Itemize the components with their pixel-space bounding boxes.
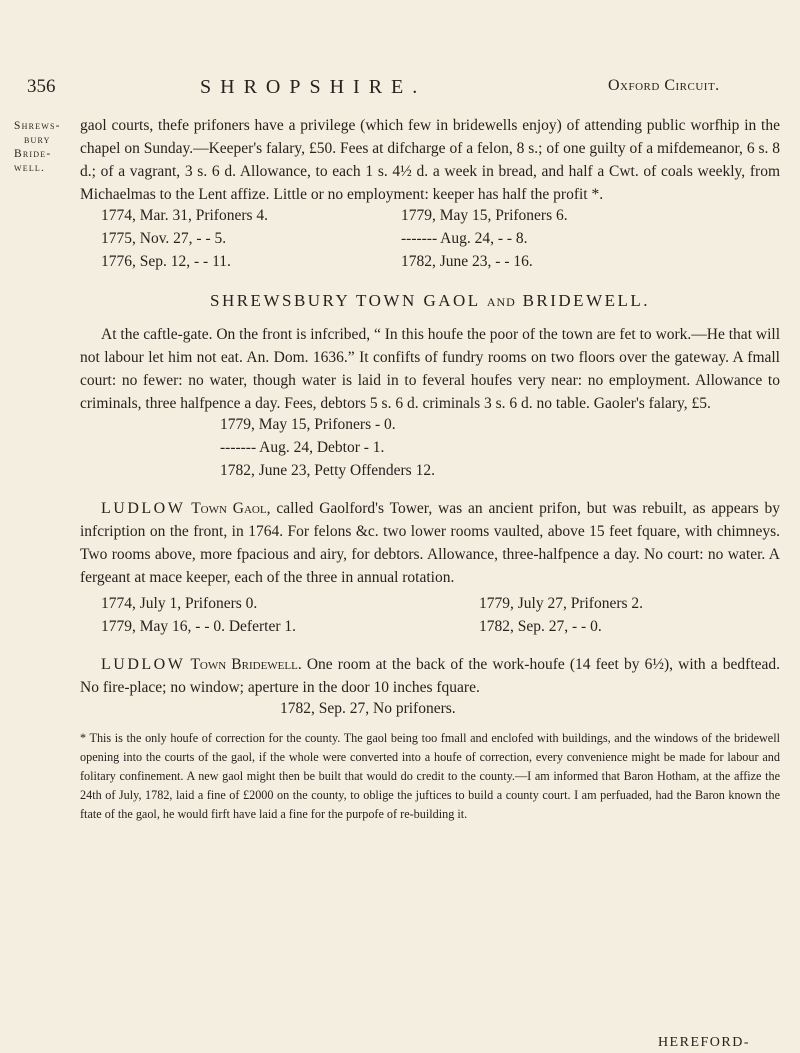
running-header: [0, 76, 800, 100]
paragraph-ludlow-town-gaol: [80, 497, 780, 589]
institution-name: Town Bridewell.: [190, 656, 302, 673]
stats-row: [101, 253, 780, 276]
prisoner-statistics-3: [101, 595, 780, 641]
paragraph-text: called Gaolford's Tower, was an ancient prifon, but was rebuilt, as appears by infcription on the front, in 1764. For felons &c. two lower rooms vaulted, above 15 feet fquare, with chimneys. Two rooms above, more fpacious and airy, for debtors. Allowance, three-halfpence a day. No court: no water. A fergeant at mace keeper, each of the three in annual rotation.: [80, 500, 781, 586]
stats-entry: 1775, Nov. 27, - - 5.: [101, 230, 227, 247]
main-text: [80, 114, 780, 824]
institution-name: Town Gaol,: [191, 500, 271, 517]
stats-row: [220, 416, 780, 439]
margin-line: Bride-: [14, 148, 52, 160]
circuit-title: Oxford Circuit.: [608, 77, 720, 94]
stats-row: [101, 618, 780, 641]
paragraph-text: One room at the back of the work-houfe (14 feet by 6½), with a bedftead. No fire-place; no window; aperture in the door 10 inches fquare.: [80, 656, 781, 696]
section-title-tail: BRIDEWELL.: [522, 291, 651, 310]
county-title: SHROPSHIRE.: [200, 76, 427, 98]
section-title-main: SHREWSBURY TOWN GAOL: [209, 291, 481, 310]
paragraph-ludlow-town-bridewell: [80, 653, 780, 699]
stats-entry: 1779, July 27, Prifoners 2.: [479, 595, 644, 612]
section-title-and: AND: [486, 295, 516, 309]
stats-entry: 1774, Mar. 31, Prifoners 4.: [101, 207, 269, 224]
stats-entry: 1776, Sep. 12, - - 11.: [101, 253, 231, 270]
stats-entry: 1779, May 15, Prifoners 6.: [401, 207, 568, 224]
stats-entry: 1779, May 15, Prifoners - 0.: [220, 416, 396, 433]
margin-line: Shrews-: [14, 120, 61, 132]
stats-entry: 1779, May 16, - - 0. Deferter 1.: [101, 618, 296, 635]
ludlow-heading: LUDLOW: [101, 656, 186, 673]
prisoner-statistics-4: [280, 700, 780, 723]
stats-entry: 1782, Sep. 27, No prifoners.: [280, 700, 456, 717]
section-title: [80, 291, 780, 311]
stats-row: [280, 700, 780, 723]
stats-entry: 1782, June 23, Petty Offenders 12.: [220, 462, 435, 479]
ludlow-heading: LUDLOW: [101, 500, 186, 517]
margin-line: bury: [24, 134, 51, 146]
stats-entry: 1782, Sep. 27, - - 0.: [479, 618, 602, 635]
catchword: HEREFORD-: [657, 1035, 750, 1050]
margin-note: [14, 119, 69, 175]
page-number: 356: [27, 76, 56, 97]
prisoner-statistics-2: [220, 416, 780, 485]
stats-entry: ------- Aug. 24, - - 8.: [401, 230, 528, 247]
prisoner-statistics-1: [101, 207, 780, 276]
stats-entry: 1782, June 23, - - 16.: [401, 253, 533, 270]
stats-row: [101, 595, 780, 618]
stats-entry: 1774, July 1, Prifoners 0.: [101, 595, 258, 612]
paragraph-bridewell-continued: gaol courts, thefe prifoners have a privilege (which few in bridewells enjoy) of attending public worfhip in the chapel on Sunday.—Keeper's falary, £50. Fees at difcharge of a felon, 8 s.; of one guilty of a mifdemeanor, 6 s. 8 d.; of a vagrant, 3 s. 6 d. Allowance, to each 1 s. 4½ d. a week in bread, and half a Cwt. of coals weekly, from Michaelmas to the Lent affize. Little or no employment: keeper has half the profit *.: [80, 117, 780, 203]
stats-entry: ------- Aug. 24, Debtor - 1.: [220, 439, 385, 456]
footnote: * This is the only houfe of correction for the county. The gaol being too fmall and enclofed with buildings, and the windows of the bridewell opening into the courts of the gaol, if the whole were converted into a houfe of correction, every convenience might be made for labour and folitary confinement. A new gaol might then be built that would do credit to the county.—I am informed that Baron Hotham, at the affize the 24th of July, 1782, laid a fine of £2000 on the county, to oblige the juftices to build a county court. I am perfuaded, had the Baron known the ftate of the gaol, he would firft have laid a fine for the purpofe of re-building it.: [80, 731, 780, 821]
stats-row: [101, 230, 780, 253]
stats-row: [101, 207, 780, 230]
stats-row: [220, 462, 780, 485]
paragraph-shrewsbury-town-gaol: At the caftle-gate. On the front is infcribed, “ In this houfe the poor of the town are fet to work.—He that will not labour let him not eat. An. Dom. 1636.” It confifts of fundry rooms on two floors over the gateway. A fmall court: no fewer: no water, though water is laid in to feveral houfes very near: no employment. Allowance to criminals, three halfpence a day. Fees, debtors 5 s. 6 d. criminals 3 s. 6 d. no table. Gaoler's falary, £5.: [80, 326, 780, 412]
margin-line: well.: [14, 162, 46, 174]
stats-row: [220, 439, 780, 462]
